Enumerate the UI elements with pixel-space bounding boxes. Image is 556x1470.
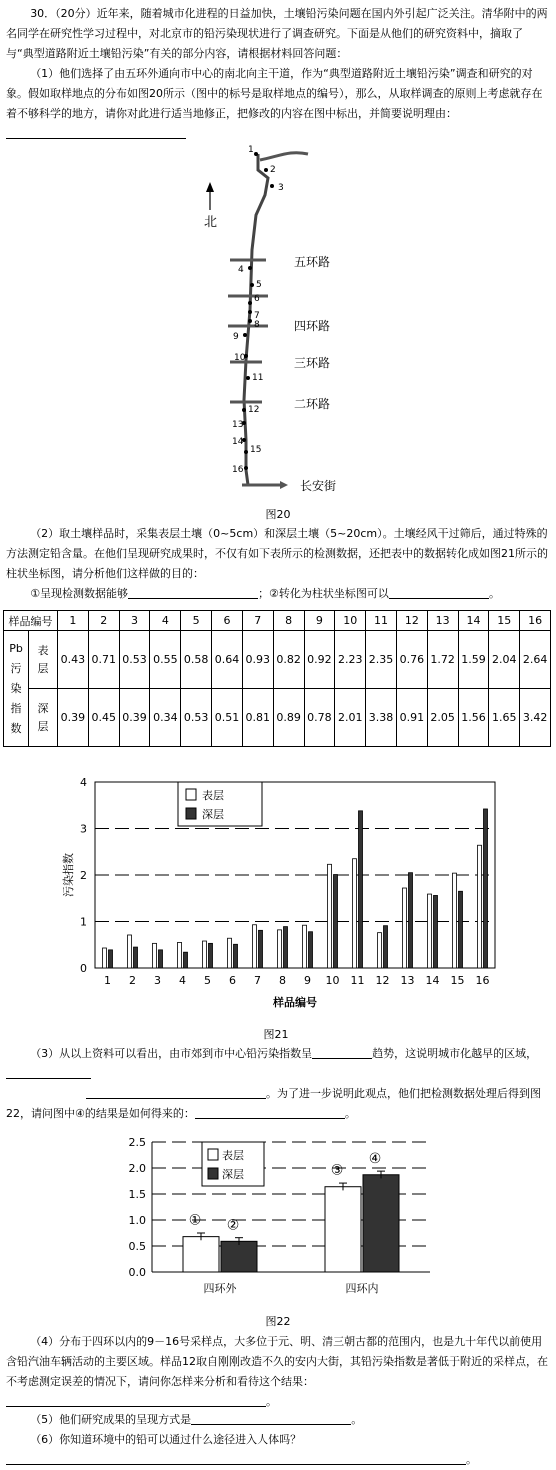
table-deep-cell: 0.39	[58, 689, 89, 747]
table-deep-cell: 1.65	[489, 689, 520, 747]
sample-point-label: 11	[252, 373, 264, 383]
question-part-5: （5）他们研究成果的呈现方式是 。	[30, 1413, 363, 1426]
answer-blank-6[interactable]	[6, 1451, 466, 1465]
figure-20-caption: 图20	[265, 508, 291, 521]
sample-point-label: 6	[254, 294, 260, 304]
bar-surface	[253, 925, 257, 968]
table-header-cell: 11	[366, 611, 397, 631]
table-header-cell: 10	[335, 611, 366, 631]
table-deep-cell: 0.34	[150, 689, 181, 747]
table-surface-cell: 0.53	[119, 631, 150, 689]
table-surface-cell: 0.55	[150, 631, 181, 689]
bar-surface	[453, 873, 457, 968]
answer-blank-3d[interactable]	[195, 1105, 345, 1119]
sample-point-label: 8	[254, 320, 260, 330]
figure-21-bar-chart	[50, 770, 510, 1020]
sample-point-label: 12	[248, 405, 260, 415]
bar-deep	[363, 1175, 399, 1272]
table-surface-cell: 2.04	[489, 631, 520, 689]
table-header-cell: 14	[458, 611, 489, 631]
answer-blank-4[interactable]	[6, 1393, 266, 1407]
bar-deep	[284, 927, 288, 968]
bar-deep	[309, 932, 313, 968]
table-header-cell: 9	[304, 611, 335, 631]
bar-deep	[434, 895, 438, 968]
table-deep-cell: 0.78	[304, 689, 335, 747]
table-header-cell: 5	[181, 611, 212, 631]
table-header-label: 样品编号	[4, 611, 58, 631]
table-deep-cell: 0.89	[273, 689, 304, 747]
x-tick-label: 16	[475, 974, 490, 987]
table-surface-cell: 0.76	[396, 631, 427, 689]
x-tick-label: 1	[104, 974, 111, 987]
sample-point-marker	[264, 168, 268, 172]
table-surface-cell: 0.93	[242, 631, 273, 689]
question-part-3: （3）从以上资料可以看出，由市郊到市中心铅污染指数呈 趋势，这说明城市化越早的区域， 。为了进一步说明此观点，他们把检测数据处理后得到图22，请问图中④的结果是如何得来的： 。	[6, 1047, 541, 1120]
legend-label-surface: 表层	[222, 1149, 244, 1162]
table-surface-cell: 0.64	[212, 631, 243, 689]
bar-annotation: ②	[226, 1217, 240, 1234]
x-tick-label: 9	[304, 974, 311, 987]
table-header-cell: 6	[212, 611, 243, 631]
bar-annotation: ③	[330, 1162, 344, 1179]
bar-deep	[259, 930, 263, 968]
sample-point-marker	[243, 333, 247, 337]
table-header-cell: 2	[88, 611, 119, 631]
table-header-cell: 1	[58, 611, 89, 631]
x-tick-label: 13	[400, 974, 415, 987]
figure-21-caption: 图21	[263, 1028, 289, 1041]
table-deep-cell: 2.05	[427, 689, 458, 747]
table-deep-cell: 0.91	[396, 689, 427, 747]
sample-point-marker	[244, 450, 248, 454]
y-tick-label: 0.0	[128, 1266, 146, 1279]
y-tick-label: 2	[80, 869, 87, 882]
table-row-label: Pb 污 染 指 数	[4, 631, 29, 747]
x-tick-label: 10	[325, 974, 340, 987]
table-deep-cell: 1.56	[458, 689, 489, 747]
bar-annotation: ④	[368, 1150, 382, 1167]
bar-surface	[353, 859, 357, 968]
sample-point-marker	[248, 266, 252, 270]
figure-22-caption: 图22	[265, 1315, 291, 1328]
legend-swatch-deep	[208, 1168, 218, 1179]
table-header-cell: 15	[489, 611, 520, 631]
sample-point-marker	[242, 408, 246, 412]
x-tick-label: 四环内	[345, 1282, 379, 1295]
bar-surface	[103, 948, 107, 968]
sample-point-label: 10	[234, 353, 246, 363]
bar-deep	[209, 943, 213, 968]
bar-surface	[278, 930, 282, 968]
y-tick-label: 1.5	[128, 1188, 146, 1201]
sample-point-label: 16	[232, 465, 244, 475]
legend-swatch-surface	[186, 789, 196, 800]
table-header-cell: 4	[150, 611, 181, 631]
question-intro: 30．（20分）近年来，随着城市化进程的日益加快，土壤铅污染问题在国内外引起广泛关注。清华附中的两名同学在研究性学习过程中，对北京市的铅污染现状进行了调查研究。下面是从他们的研究资料中，摘取了与“典型道路附近土壤铅污染”有关的部分内容，请根据材料回答问题：	[6, 7, 548, 60]
y-tick-label: 2.5	[128, 1136, 146, 1149]
table-surface-cell: 0.71	[88, 631, 119, 689]
y-tick-label: 3	[80, 822, 87, 836]
bar-deep	[484, 809, 488, 968]
y-tick-label: 4	[80, 776, 87, 789]
x-tick-label: 8	[279, 974, 286, 987]
pb-data-table	[3, 610, 551, 747]
table-header-cell: 7	[242, 611, 273, 631]
table-header-cell: 13	[427, 611, 458, 631]
x-tick-label: 3	[154, 974, 161, 987]
x-tick-label: 12	[375, 974, 390, 987]
table-surface-cell: 0.92	[304, 631, 335, 689]
sample-point-marker	[250, 283, 254, 287]
x-tick-label: 14	[425, 974, 440, 987]
bar-deep	[159, 950, 163, 968]
table-deep-cell: 2.01	[335, 689, 366, 747]
answer-blank-3b[interactable]	[6, 1065, 91, 1079]
bar-surface	[203, 941, 207, 968]
answer-blank-3c[interactable]	[86, 1085, 266, 1099]
question-part-6: （6）你知道环境中的铅可以通过什么途径进入人体吗？ 。	[6, 1430, 550, 1470]
table-deep-cell: 0.81	[242, 689, 273, 747]
table-deep-label: 深 层	[29, 689, 58, 747]
table-surface-cell: 2.23	[335, 631, 366, 689]
table-deep-cell: 0.45	[88, 689, 119, 747]
sample-point-label: 1	[248, 145, 254, 155]
bar-deep	[359, 811, 363, 968]
sample-point-marker	[248, 301, 252, 305]
x-tick-label: 15	[450, 974, 465, 987]
answer-blank-3a[interactable]	[312, 1045, 372, 1059]
legend-label-deep: 深层	[202, 808, 224, 821]
north-label: 北	[204, 215, 218, 230]
y-tick-label: 1	[80, 915, 87, 929]
bar-surface	[128, 935, 132, 968]
bar-surface	[178, 942, 182, 968]
bar-deep	[384, 926, 388, 968]
table-surface-cell: 1.72	[427, 631, 458, 689]
x-tick-label: 2	[129, 974, 136, 987]
sample-point-marker	[244, 466, 248, 470]
x-tick-label: 7	[254, 974, 261, 987]
road-label-3rd-ring: 三环路	[294, 356, 331, 370]
legend-label-deep: 深层	[222, 1168, 244, 1181]
legend-swatch-surface	[208, 1149, 218, 1160]
table-deep-cell: 0.39	[119, 689, 150, 747]
sample-point-label: 2	[270, 165, 276, 175]
x-axis-label: 样品编号	[273, 996, 317, 1009]
answer-blank-2a[interactable]	[128, 585, 258, 599]
bar-surface	[228, 938, 232, 968]
table-deep-cell: 0.53	[181, 689, 212, 747]
bar-surface	[378, 933, 382, 968]
table-header-cell: 16	[520, 611, 551, 631]
sample-point-label: 15	[250, 445, 262, 455]
question-part-2-blanks: ①呈现检测数据能够 ；②转化为柱状坐标图可以 。	[30, 587, 500, 600]
answer-blank-1[interactable]	[6, 125, 186, 139]
road-label-changan: 长安街	[300, 479, 337, 493]
table-surface-cell: 0.82	[273, 631, 304, 689]
x-tick-label: 11	[350, 974, 365, 987]
answer-blank-2b[interactable]	[389, 585, 489, 599]
sample-point-label: 3	[278, 183, 284, 193]
road-label-4th-ring: 四环路	[294, 319, 331, 333]
table-deep-cell: 0.51	[212, 689, 243, 747]
y-tick-label: 1.0	[128, 1214, 146, 1227]
bar-surface	[428, 894, 432, 968]
y-tick-label: 2.0	[128, 1162, 146, 1175]
table-surface-cell: 0.43	[58, 631, 89, 689]
x-tick-label: 四环外	[203, 1282, 237, 1295]
sample-point-marker	[248, 319, 252, 323]
road-label-5th-ring: 五环路	[294, 255, 331, 269]
bar-deep	[334, 875, 338, 968]
bar-surface	[183, 1237, 219, 1272]
bar-surface	[303, 925, 307, 968]
answer-blank-5[interactable]	[191, 1411, 351, 1425]
y-tick-label: 0.5	[128, 1240, 146, 1253]
table-surface-cell: 2.64	[520, 631, 551, 689]
bar-deep	[184, 952, 188, 968]
road-label-2nd-ring: 二环路	[294, 397, 331, 411]
legend-label-surface: 表层	[202, 789, 224, 802]
sample-point-marker	[270, 184, 274, 188]
table-surface-cell: 2.35	[366, 631, 397, 689]
bar-deep	[234, 944, 238, 968]
y-axis-label: 污染指数	[62, 853, 75, 897]
question-part-2: （2）取土壤样品时，采集表层土壤（0~5cm）和深层土壤（5~20cm）。土壤经风干过筛后，通过特殊的方法测定铅含量。在他们呈现研究成果时，不仅有如下表所示的检测数据，还把表中的数据转化成如图21所示的柱状坐标图，请分析他们这样做的目的：	[6, 527, 548, 580]
bar-surface	[325, 1187, 361, 1272]
table-surface-cell: 1.59	[458, 631, 489, 689]
sample-point-label: 7	[254, 311, 260, 321]
x-tick-label: 6	[229, 974, 236, 987]
sample-point-label: 5	[256, 280, 262, 290]
question-part-4: （4）分布于四环以内的9－16号采样点，大多位于元、明、清三朝古都的范围内，也是九十年代以前使用含铅汽油车辆活动的主要区域。样品12取自刚刚改造不久的安内大街，其铅污染指数是著低于附近的采样点，在不考虑测定误差的情况下，请问你怎样来分析和看待这个结果： 。	[6, 1335, 548, 1408]
y-tick-label: 0	[80, 962, 87, 975]
legend-swatch-deep	[186, 808, 196, 819]
sample-point-label: 14	[232, 437, 244, 447]
sample-point-marker	[246, 376, 250, 380]
table-surface-label: 表 层	[29, 631, 58, 689]
bar-surface	[153, 943, 157, 968]
sample-point-label: 9	[233, 332, 239, 342]
table-header-cell: 3	[119, 611, 150, 631]
question-part-1: （1）他们选择了由五环外通向市中心的南北向主干道，作为“典型道路附近土壤铅污染”调查和研究的对象。假如取样地点的分布如图20所示（图中的标号是取样地点的编号），那么，从取样调查的原则上考虑就存在着不够科学的地方，请你对此进行适当地修正，把修改的内容在图中标出，并简要说明理由：	[6, 64, 550, 144]
x-tick-label: 5	[204, 974, 211, 987]
sample-point-label: 13	[232, 420, 244, 430]
bar-annotation: ①	[188, 1212, 202, 1229]
sample-point-label: 4	[238, 265, 244, 275]
bar-surface	[478, 845, 482, 968]
figure-20-map	[190, 140, 370, 505]
figure-22-bar-chart	[110, 1132, 440, 1317]
bar-deep	[109, 950, 113, 968]
table-surface-cell: 0.58	[181, 631, 212, 689]
table-deep-cell: 3.42	[520, 689, 551, 747]
sample-point-marker	[248, 310, 252, 314]
table-header-cell: 8	[273, 611, 304, 631]
sample-point-marker	[254, 152, 258, 156]
x-tick-label: 4	[179, 974, 186, 987]
bar-deep	[134, 947, 138, 968]
bar-deep	[221, 1241, 257, 1272]
bar-deep	[459, 891, 463, 968]
bar-surface	[328, 864, 332, 968]
bar-deep	[409, 873, 413, 968]
table-header-cell: 12	[396, 611, 427, 631]
bar-surface	[403, 888, 407, 968]
table-deep-cell: 3.38	[366, 689, 397, 747]
